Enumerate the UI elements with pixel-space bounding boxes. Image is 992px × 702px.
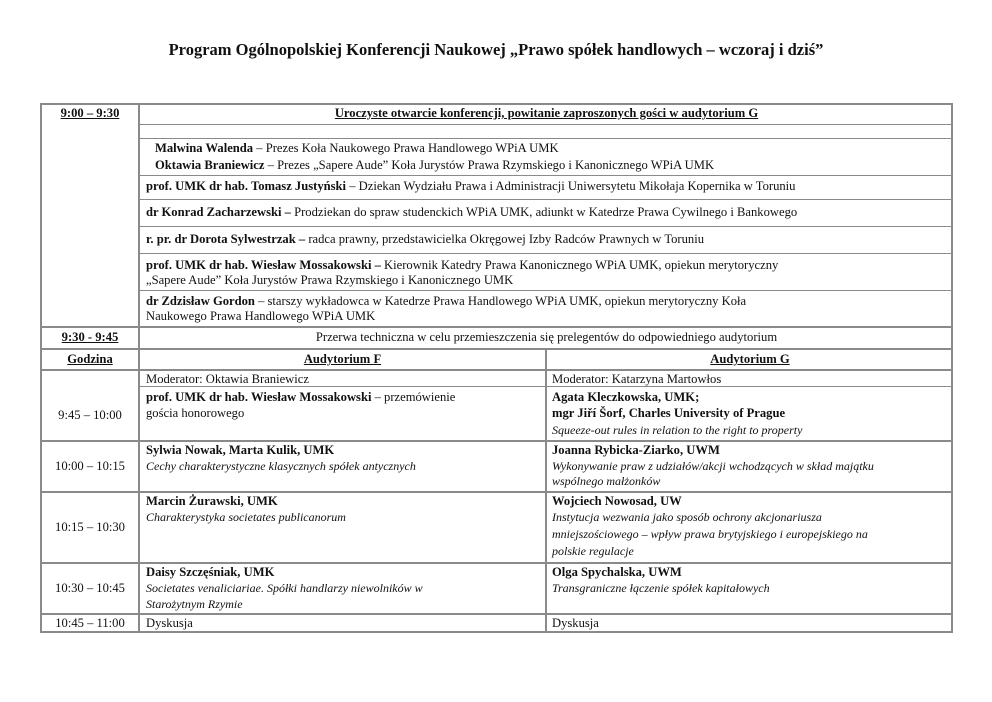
discussion-f: Dyskusja (146, 616, 193, 630)
divider (40, 440, 953, 442)
session-g-topic: polskie regulacje (552, 544, 634, 558)
session-f-speaker: Sylwia Nowak, Marta Kulik, UMK (146, 443, 335, 457)
session-f-topic: Starożytnym Rzymie (146, 597, 243, 611)
divider (40, 562, 953, 564)
break-text: Przerwa techniczna w celu przemieszczenia się prelegentów do odpowiedniego audytorium (315, 330, 778, 344)
session-time: 10:15 – 10:30 (55, 520, 125, 534)
divider (140, 138, 953, 139)
divider (40, 613, 953, 615)
divider (140, 175, 953, 176)
header-room-g: Audytorium G (710, 352, 790, 366)
divider (140, 124, 953, 125)
speaker-line-cont: Naukowego Prawa Handlowego WPiA UMK (146, 309, 376, 323)
session-g-speaker: Agata Kleczkowska, UMK; (552, 390, 700, 404)
speaker-line: prof. UMK dr hab. Tomasz Justyński – Dziekan Wydziału Prawa i Administracji Uniwersytetu Mikołaja Kopernika w Toruniu (146, 179, 796, 193)
session-g-topic: Squeeze-out rules in relation to the right to property (552, 423, 803, 437)
speaker-line: r. pr. dr Dorota Sylwestrzak – radca prawny, przedstawicielka Okręgowej Izby Radców Prawnych w Toruniu (146, 232, 705, 246)
moderator-f: Moderator: Oktawia Braniewicz (146, 372, 309, 386)
session-g-speaker: Olga Spychalska, UWM (552, 565, 682, 579)
divider (40, 348, 953, 350)
divider (140, 290, 953, 291)
session-g-topic: Transgraniczne łączenie spółek kapitałowych (552, 581, 770, 595)
session-f-topic: gościa honorowego (146, 406, 245, 420)
session-g-topic: Instytucja wezwania jako sposób ochrony akcjonariusza (552, 510, 822, 524)
session-g-topic: Wykonywanie praw z udziałów/akcji wchodzących w skład majątku (552, 459, 874, 473)
discussion-time: 10:45 – 11:00 (55, 616, 125, 630)
session-time: 10:30 – 10:45 (55, 581, 125, 595)
divider (40, 491, 953, 493)
opening-heading: Uroczyste otwarcie konferencji, powitanie zaproszonych gości w audytorium G (334, 106, 759, 120)
divider (40, 326, 953, 328)
moderator-g: Moderator: Katarzyna Martowłos (552, 372, 722, 386)
divider (140, 199, 953, 200)
divider (140, 226, 953, 227)
session-f-speaker: Daisy Szczęśniak, UMK (146, 565, 275, 579)
discussion-g: Dyskusja (552, 616, 599, 630)
session-time: 9:45 – 10:00 (58, 408, 122, 422)
session-g-speaker: Wojciech Nowosad, UW (552, 494, 682, 508)
session-f-topic: Cechy charakterystyczne klasycznych spółek antycznych (146, 459, 416, 473)
session-g-speaker: mgr Jiří Šorf, Charles University of Prague (552, 406, 786, 420)
speaker-line-cont: „Sapere Aude” Koła Jurystów Prawa Rzymskiego i Kanonicznego UMK (146, 273, 514, 287)
session-f-speaker: Marcin Żurawski, UMK (146, 494, 278, 508)
speaker-line: prof. UMK dr hab. Wiesław Mossakowski – Kierownik Katedry Prawa Kanonicznego WPiA UMK, opiekun merytoryczny (146, 258, 779, 272)
speaker-line: dr Zdzisław Gordon – starszy wykładowca w Katedrze Prawa Handlowego WPiA UMK, opiekun merytoryczny Koła (146, 294, 747, 308)
speaker-line: dr Konrad Zacharzewski – Prodziekan do spraw studenckich WPiA UMK, adiunkt w Katedrze Prawa Cywilnego i Bankowego (146, 205, 798, 219)
session-f-topic: Charakterystyka societates publicanorum (146, 510, 346, 524)
opening-time: 9:00 – 9:30 (60, 106, 120, 120)
speaker-line: Malwina Walenda – Prezes Koła Naukowego Prawa Handlowego WPiA UMK (155, 141, 559, 155)
session-f-speaker: prof. UMK dr hab. Wiesław Mossakowski – przemówienie (146, 390, 456, 404)
page-title: Program Ogólnopolskiej Konferencji Naukowej „Prawo spółek handlowych – wczoraj i dziś” (168, 40, 824, 59)
session-g-topic: mniejszościowego – wpływ prawa brytyjskiego i europejskiego na (552, 527, 868, 541)
session-f-topic: Societates venaliciariae. Spółki handlarzy niewolników w (146, 581, 423, 595)
session-time: 10:00 – 10:15 (55, 459, 125, 473)
session-g-speaker: Joanna Rybicka-Ziarko, UWM (552, 443, 720, 457)
divider (40, 369, 953, 371)
header-time: Godzina (67, 352, 113, 366)
speaker-line: Oktawia Braniewicz – Prezes „Sapere Aude” Koła Jurystów Prawa Rzymskiego i Kanonicznego WPiA UMK (155, 158, 715, 172)
divider (138, 103, 140, 633)
session-g-topic: wspólnego małżonków (552, 474, 661, 488)
divider (140, 253, 953, 254)
header-room-f: Audytorium F (303, 352, 382, 366)
break-time: 9:30 - 9:45 (61, 330, 119, 344)
